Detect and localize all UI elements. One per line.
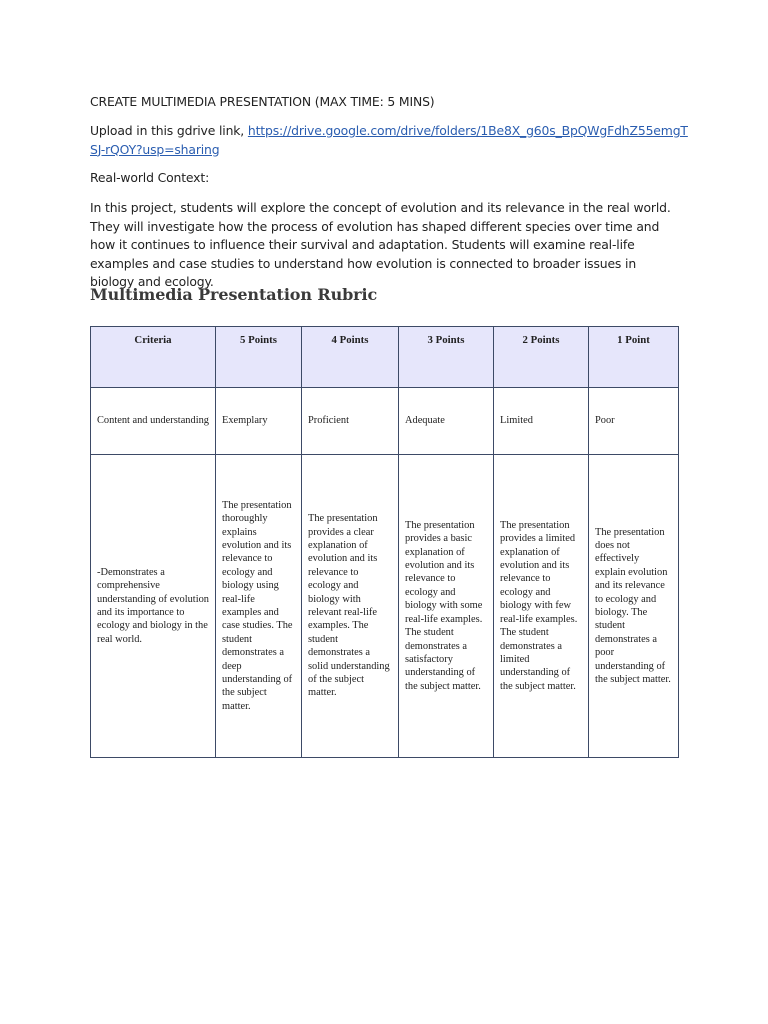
level-3-description-cell: The presentation provides a basic explanation of evolution and its relevance to ecology and biology with some real-life examples. The student demonstrates a satisfactory understanding of the subject matter. <box>399 455 494 758</box>
upload-instruction <box>90 122 690 159</box>
gdrive-link[interactable]: https://drive.google.com/drive/folders/1Be8X_g60s_BpQWgFdhZ55emgTSJ-rQOY?usp=sharing <box>90 123 688 157</box>
header-3-points: 3 Points <box>399 327 494 388</box>
header-5-points: 5 Points <box>216 327 302 388</box>
level-2-cell: Limited <box>494 388 589 455</box>
rubric-table <box>90 326 679 758</box>
assignment-heading: CREATE MULTIMEDIA PRESENTATION (MAX TIME: 5 MINS) <box>90 94 435 109</box>
header-2-points: 2 Points <box>494 327 589 388</box>
table-row <box>91 455 679 758</box>
header-criteria: Criteria <box>91 327 216 388</box>
criteria-description-cell: -Demonstrates a comprehensive understanding of evolution and its importance to ecology and biology in the real world. <box>91 455 216 758</box>
upload-prefix: Upload in this gdrive link, <box>90 123 248 138</box>
header-1-point: 1 Point <box>589 327 679 388</box>
level-5-cell: Exemplary <box>216 388 302 455</box>
rubric-title: Multimedia Presentation Rubric <box>90 285 378 304</box>
level-2-description-cell: The presentation provides a limited explanation of evolution and its relevance to ecology and biology with few real-life examples. The student demonstrates a limited understanding of the subject matter. <box>494 455 589 758</box>
criteria-cell: Content and understanding <box>91 388 216 455</box>
level-4-description-cell: The presentation provides a clear explanation of evolution and its relevance to ecology and biology with relevant real-life examples. The student demonstrates a solid understanding of the subject matter. <box>302 455 399 758</box>
context-paragraph: In this project, students will explore the concept of evolution and its relevance in the real world. They will investigate how the process of evolution has shaped different species over time and how it continues to influence their survival and adaptation. Students will examine real-life examples and case studies to understand how evolution is connected to broader issues in biology and ecology. <box>90 200 671 289</box>
level-3-cell: Adequate <box>399 388 494 455</box>
level-4-cell: Proficient <box>302 388 399 455</box>
header-4-points: 4 Points <box>302 327 399 388</box>
level-1-cell: Poor <box>589 388 679 455</box>
level-1-description-cell: The presentation does not effectively explain evolution and its relevance to ecology and biology. The student demonstrates a poor understanding of the subject matter. <box>589 455 679 758</box>
rubric-header-row <box>91 327 679 388</box>
context-label: Real-world Context: <box>90 170 210 185</box>
level-5-description-cell: The presentation thoroughly explains evolution and its relevance to ecology and biology using real-life examples and case studies. The student demonstrates a deep understanding of the subject matter. <box>216 455 302 758</box>
table-row <box>91 388 679 455</box>
